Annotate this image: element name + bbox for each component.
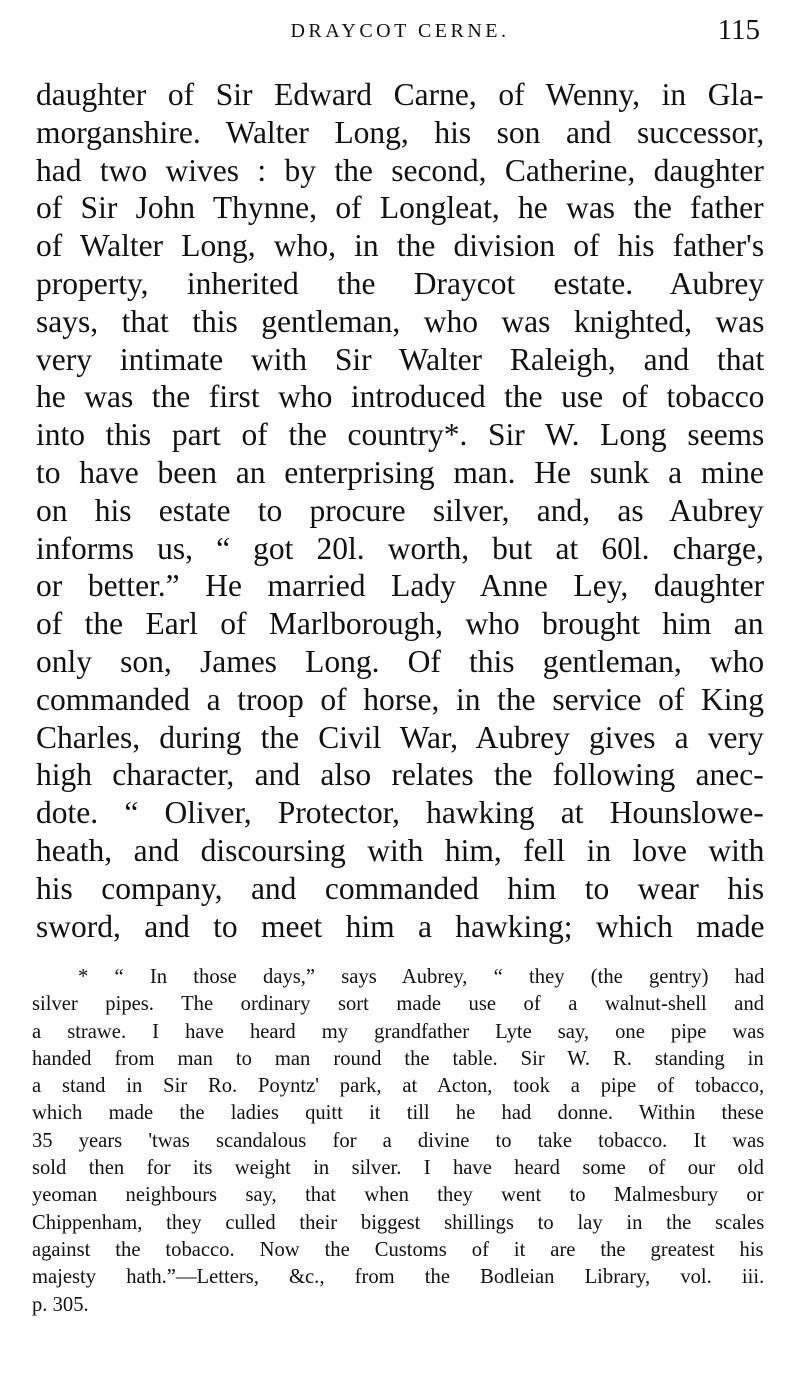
body-line: property, inherited the Draycot estate. Aubrey — [36, 265, 765, 301]
footnote-line: a stand in Sir Ro. Poyntz' park, at Acton, took a pipe of tobacco, — [32, 1075, 765, 1098]
footnote-line: sold then for its weight in silver. I have heard some of our old — [32, 1157, 764, 1180]
body-line: heath, and discoursing with him, fell in love with — [36, 832, 765, 868]
body-line: high character, and also relates the following anec- — [36, 757, 764, 793]
body-line: sword, and to meet him a hawking; which made — [36, 908, 765, 944]
footnote-line: majesty hath.”—Letters, &c., from the Bodleian Library, vol. iii. — [32, 1266, 765, 1289]
footnote-line: Chippenham, they culled their biggest shillings to lay in the scales — [32, 1211, 765, 1234]
page-header — [36, 14, 764, 50]
body-line: he was the first who introduced the use of tobacco — [36, 379, 765, 415]
footnote-line: 35 years 'twas scandalous for a divine to take tobacco. It was — [32, 1129, 765, 1152]
body-line: his company, and commanded him to wear his — [36, 870, 765, 906]
footnote-line: * “ In those days,” says Aubrey, “ they (the gentry) had — [78, 966, 765, 988]
body-line: on his estate to procure silver, and, as Aubrey — [36, 492, 764, 528]
footnote-line: handed from man to man round the table. Sir W. R. standing in — [32, 1047, 764, 1070]
footnote-line: which made the ladies quitt it till he had donne. Within these — [32, 1102, 764, 1125]
body-line: of Sir John Thynne, of Longleat, he was the father — [36, 190, 764, 226]
body-line: into this part of the country*. Sir W. Long seems — [36, 417, 765, 453]
body-line: dote. “ Oliver, Protector, hawking at Hounslowe- — [36, 795, 764, 831]
body-line: very intimate with Sir Walter Raleigh, and that — [36, 341, 765, 377]
body-line: says, that this gentleman, who was knighted, was — [36, 303, 765, 339]
page-number: 115 — [717, 14, 760, 46]
body-line: daughter of Sir Edward Carne, of Wenny, in Gla- — [36, 77, 764, 112]
body-line: Charles, during the Civil War, Aubrey gives a very — [36, 719, 764, 755]
footnote-line: yeoman neighbours say, that when they went to Malmesbury or — [32, 1184, 764, 1207]
footnote — [32, 964, 764, 1319]
body-line: of Walter Long, who, in the division of his father's — [36, 228, 765, 264]
body-line: of the Earl of Marlborough, who brought him an — [36, 606, 764, 642]
footnote-line: p. 305. — [32, 1293, 89, 1316]
body-line: informs us, “ got 20l. worth, but at 60l. charge, — [36, 530, 764, 566]
body-line: or better.” He married Lady Anne Ley, daughter — [36, 568, 765, 604]
body-line: had two wives : by the second, Catherine, daughter — [36, 152, 764, 188]
body-text — [36, 76, 764, 945]
running-head: DRAYCOT CERNE. — [290, 20, 510, 42]
body-line: morganshire. Walter Long, his son and successor, — [36, 114, 765, 150]
footnote-line: a strawe. I have heard my grandfather Lyte say, one pipe was — [32, 1020, 765, 1043]
footnote-line: against the tobacco. Now the Customs of it are the greatest his — [32, 1238, 764, 1261]
body-line: to have been an enterprising man. He sunk a mine — [36, 454, 764, 490]
body-line: only son, James Long. Of this gentleman, who — [36, 643, 765, 679]
body-line: commanded a troop of horse, in the service of King — [36, 681, 765, 717]
footnote-line: silver pipes. The ordinary sort made use of a walnut-shell and — [32, 993, 765, 1016]
